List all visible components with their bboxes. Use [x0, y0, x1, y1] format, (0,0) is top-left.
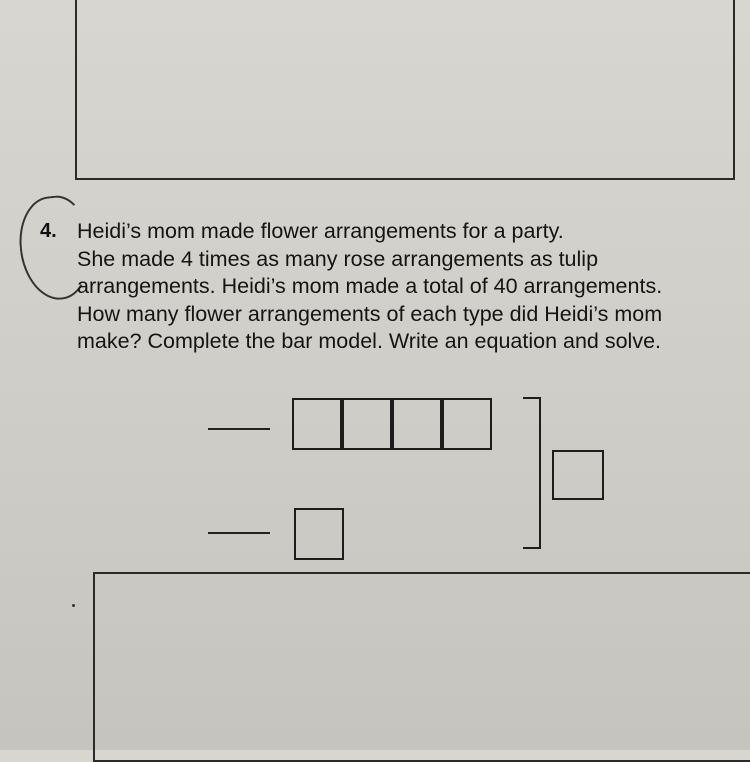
problem-line: How many flower arrangements of each type did Heidi’s mom: [77, 301, 663, 326]
problem-text: [77, 218, 750, 356]
answer-box-bottom[interactable]: [93, 572, 750, 762]
bar-unit-bottom-1[interactable]: [294, 508, 344, 560]
bar-unit-top-3[interactable]: [392, 398, 442, 450]
label-blank-top[interactable]: [208, 428, 270, 430]
problem-number: 4.: [40, 220, 57, 242]
total-box[interactable]: [552, 450, 604, 500]
problem-line: arrangements. Heidi’s mom made a total of 40 arrangements.: [77, 274, 663, 298]
problem-line: Heidi’s mom made flower arrangements for a party.: [77, 219, 564, 243]
bar-unit-top-2[interactable]: [342, 398, 392, 450]
bar-unit-top-1[interactable]: [292, 398, 342, 450]
answer-box-top[interactable]: [75, 0, 735, 180]
problem-line: make? Complete the bar model. Write an equation and solve.: [77, 329, 662, 353]
problem-line: She made 4 times as many rose arrangements as tulip: [77, 246, 599, 271]
label-blank-bottom[interactable]: [208, 532, 270, 534]
total-bracket: [523, 397, 541, 549]
stray-dot: [72, 604, 75, 607]
bar-unit-top-4[interactable]: [442, 398, 492, 450]
